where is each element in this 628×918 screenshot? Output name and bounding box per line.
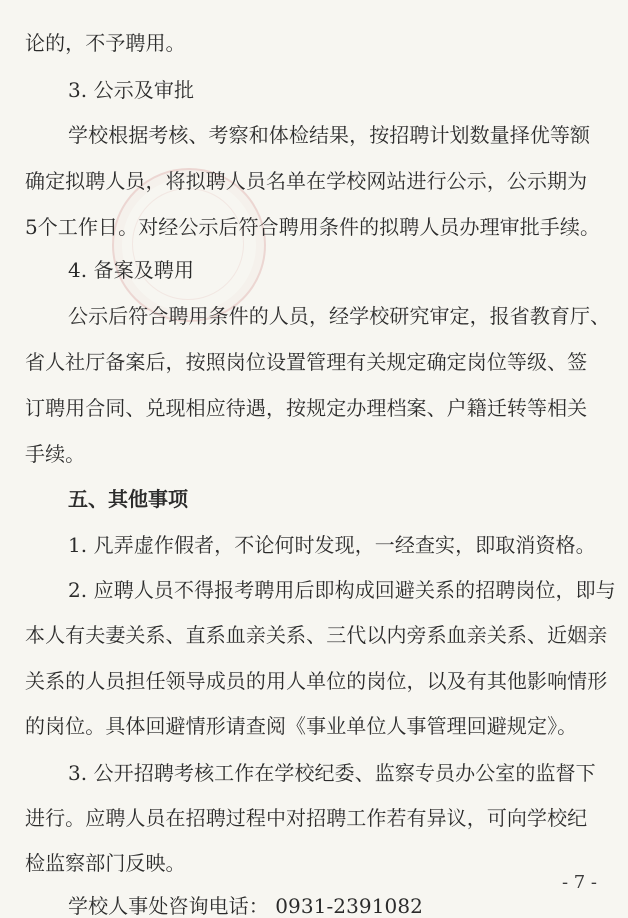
paragraph-line-3: 确定拟聘人员，将拟聘人员名单在学校网站进行公示，公示期为 xyxy=(25,169,588,193)
section-item-filing-employment: 4. 备案及聘用 xyxy=(68,258,195,282)
paragraph-line-12: 关系的人员担任领导成员的用人单位的岗位，以及有其他影响情形 xyxy=(25,669,608,693)
paragraph-line-15: 进行。应聘人员在招聘过程中对招聘工作若有异议，可向学校纪 xyxy=(25,806,588,830)
paragraph-line-1: 论的，不予聘用。 xyxy=(25,31,186,55)
paragraph-line-10: 2. 应聘人员不得报考聘用后即构成回避关系的招聘岗位，即与 xyxy=(68,578,616,602)
paragraph-line-7: 订聘用合同、兑现相应待遇，按规定办理档案、户籍迁转等相关 xyxy=(25,396,588,420)
paragraph-line-11: 本人有夫妻关系、直系血亲关系、三代以内旁系血亲关系、近姻亲 xyxy=(25,623,608,647)
paragraph-line-2: 学校根据考核、考察和体检结果，按招聘计划数量择优等额 xyxy=(68,123,591,147)
section-heading-other-matters: 五、其他事项 xyxy=(68,487,188,511)
paragraph-line-14: 3. 公开招聘考核工作在学校纪委、监察专员办公室的监督下 xyxy=(68,761,596,785)
paragraph-line-16: 检监察部门反映。 xyxy=(25,851,186,875)
section-item-publicity-review: 3. 公示及审批 xyxy=(68,78,195,102)
paragraph-line-6: 省人社厅备案后，按照岗位设置管理有关规定确定岗位等级、签 xyxy=(25,350,588,374)
paragraph-line-4: 5个工作日。对经公示后符合聘用条件的拟聘人员办理审批手续。 xyxy=(25,215,601,239)
paragraph-line-13: 的岗位。具体回避情形请查阅《事业单位人事管理回避规定》。 xyxy=(25,714,578,738)
paragraph-line-9: 1. 凡弄虚作假者，不论何时发现，一经查实，即取消资格。 xyxy=(68,533,596,557)
paragraph-line-5: 公示后符合聘用条件的人员，经学校研究审定，报省教育厅、 xyxy=(68,304,611,328)
contact-phone-line: 学校人事处咨询电话： 0931-2391082 xyxy=(68,894,423,918)
page-number: - 7 - xyxy=(561,872,597,893)
paragraph-line-8: 手续。 xyxy=(25,442,86,466)
